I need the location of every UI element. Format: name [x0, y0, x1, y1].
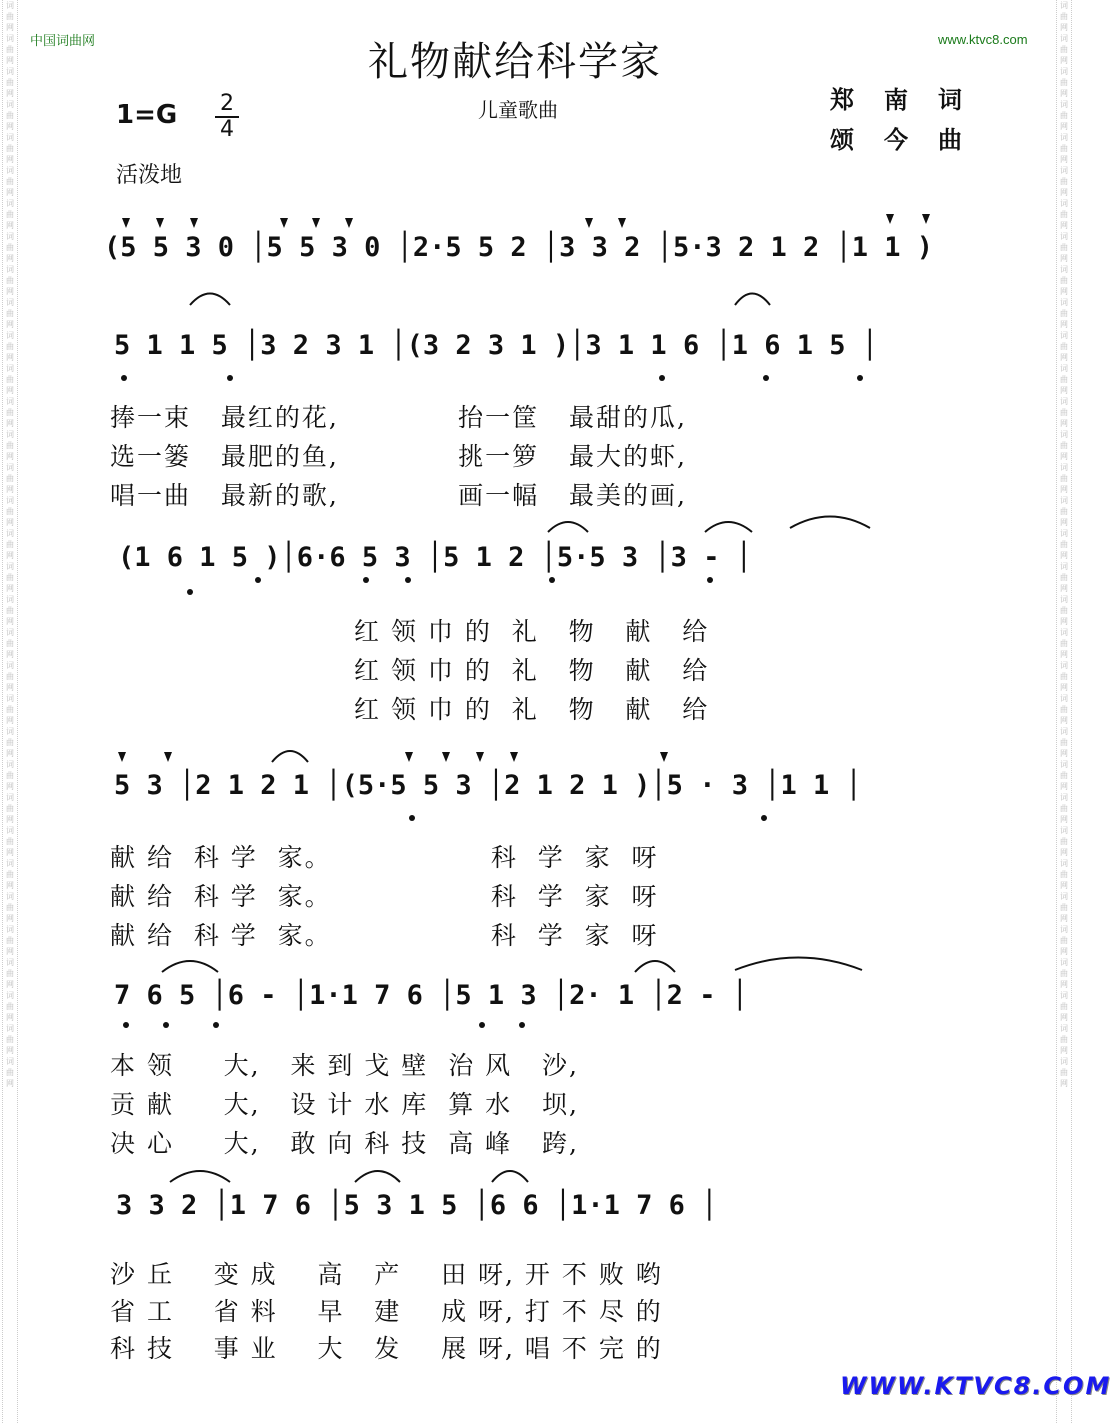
- site-url-right: www.ktvc8.com: [938, 32, 1028, 47]
- lyric-line-5-verse-2: 贡 献 大, 设 计 水 库 算 水 坝,: [110, 1090, 579, 1119]
- left-edge-watermark: 词曲网词曲网词曲网词曲网词曲网词曲网词曲网词曲网词曲网词曲网词曲网词曲网词曲网词曲网词曲网词曲网词曲网词曲网词曲网词曲网词曲网词曲网词曲网词曲网词曲网词曲网词曲网词曲网词曲网词曲网词曲网词曲网词曲网: [2, 0, 18, 1423]
- score-line-4: 5 3 │2 1 2 1 │(5·5 5 3 │2 1 2 1 )│5 · 3 │1 1 │: [114, 770, 862, 801]
- score-line-1: (5 5 3 0 │5 5 3 0 │2·5 5 2 │3 3 2 │5·3 2 1 2 │1 1 ): [104, 232, 934, 263]
- lyric-line-4-verse-3: 献 给 科 学 家。 科 学 家 呀: [110, 921, 659, 950]
- score-line-6: 3 3 2 │1 7 6 │5 3 1 5 │6 6 │1·1 7 6 │: [116, 1190, 718, 1221]
- lyric-line-3-verse-3: 红 领 巾 的 礼 物 献 给: [354, 695, 710, 724]
- key-signature: 1=G: [116, 100, 178, 130]
- lyric-line-2-verse-3: 唱一曲 最新的歌, 画一幅 最美的画,: [110, 481, 687, 510]
- footer-watermark-logo: WWW.KTVC8.COM: [840, 1372, 1111, 1400]
- song-subtitle: 儿童歌曲: [478, 98, 558, 122]
- song-title: 礼物献给科学家: [368, 39, 662, 85]
- tempo-marking: 活泼地: [116, 163, 183, 188]
- lyric-line-6-verse-3: 科 技 事 业 大 发 展 呀, 唱 不 完 的: [110, 1334, 663, 1363]
- lyric-line-2-verse-2: 选一篓 最肥的鱼, 挑一箩 最大的虾,: [110, 442, 687, 471]
- composer-credit: 颂今曲: [830, 125, 992, 154]
- lyric-line-3-verse-2: 红 领 巾 的 礼 物 献 给: [354, 656, 710, 685]
- lyric-line-5-verse-3: 决 心 大, 敢 向 科 技 高 峰 跨,: [110, 1129, 579, 1158]
- lyric-line-4-verse-1: 献 给 科 学 家。 科 学 家 呀: [110, 843, 659, 872]
- lyric-line-6-verse-1: 沙 丘 变 成 高 产 田 呀, 开 不 败 哟: [110, 1260, 663, 1289]
- lyric-line-5-verse-1: 本 领 大, 来 到 戈 壁 治 风 沙,: [110, 1051, 579, 1080]
- lyric-line-6-verse-2: 省 工 省 料 早 建 成 呀, 打 不 尽 的: [110, 1297, 663, 1326]
- score-line-2: 5 1 1 5 │3 2 3 1 │(3 2 3 1 )│3 1 1 6 │1 6 1 5 │: [114, 330, 879, 361]
- right-edge-watermark: 词曲网词曲网词曲网词曲网词曲网词曲网词曲网词曲网词曲网词曲网词曲网词曲网词曲网词曲网词曲网词曲网词曲网词曲网词曲网词曲网词曲网词曲网词曲网词曲网词曲网词曲网词曲网词曲网词曲网词曲网词曲网词曲网词曲网: [1056, 0, 1072, 1423]
- lyric-line-2-verse-1: 捧一束 最红的花, 抬一筐 最甜的瓜,: [110, 403, 687, 432]
- score-line-5: 7 6 5 │6 - │1·1 7 6 │5 1 3 │2· 1 │2 - │: [114, 980, 748, 1011]
- lyricist-credit: 郑南词: [830, 85, 992, 114]
- time-signature-bottom: 4: [220, 117, 234, 142]
- lyric-line-3-verse-1: 红 领 巾 的 礼 物 献 给: [354, 617, 710, 646]
- time-signature-top: 2: [220, 91, 234, 116]
- site-name-left: 中国词曲网: [30, 33, 96, 48]
- lyric-line-4-verse-2: 献 给 科 学 家。 科 学 家 呀: [110, 882, 659, 911]
- score-line-3: (1 6 1 5 )│6·6 5 3 │5 1 2 │5·5 3 │3 - │: [118, 542, 752, 573]
